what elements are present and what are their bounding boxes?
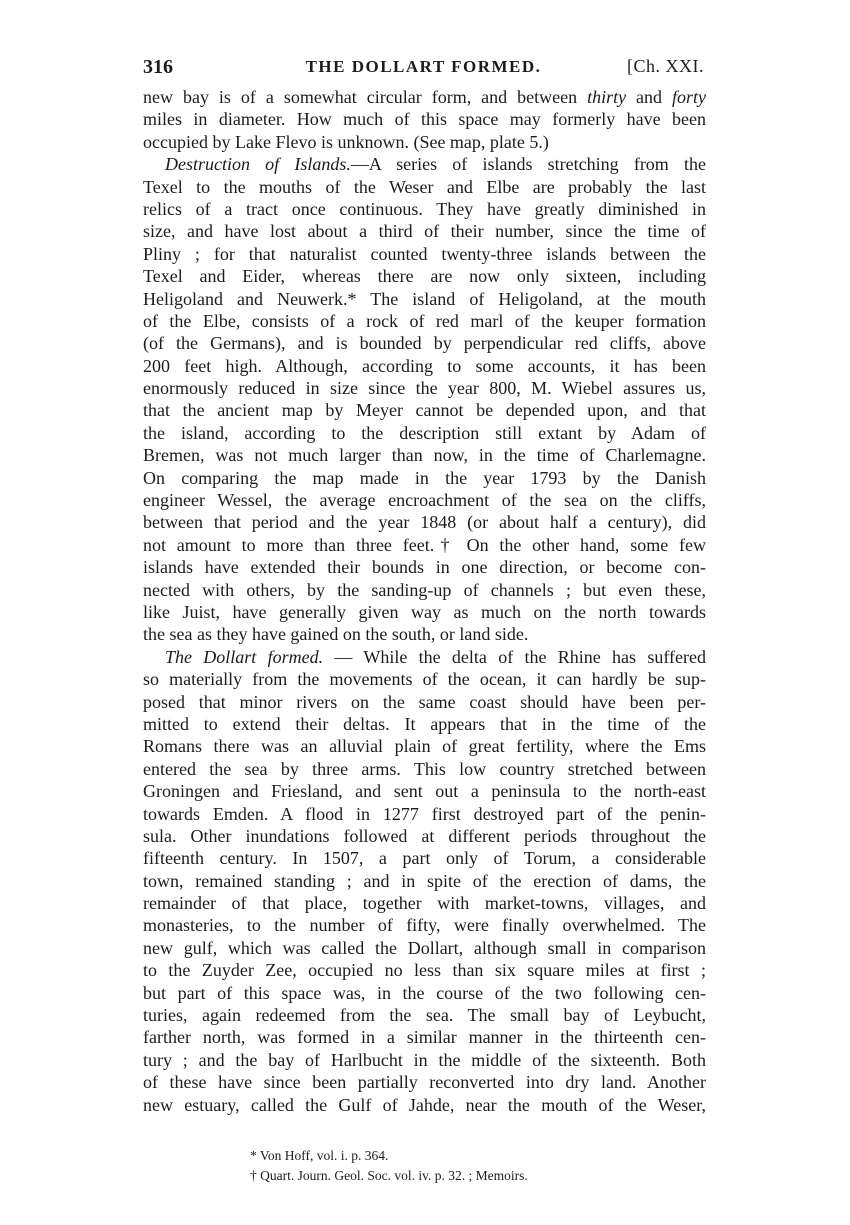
text-segment: Texel to the mouths of the Weser and Elbe are probably the last xyxy=(143,176,706,197)
text-line xyxy=(143,399,706,421)
text-line xyxy=(143,86,706,108)
text-line xyxy=(143,579,706,601)
text-segment: new gulf, which was called the Dollart, although small in comparison xyxy=(143,937,706,958)
text-line xyxy=(143,377,706,399)
text-line xyxy=(143,735,706,757)
text-segment: Heligoland and Neuwerk.* The island of Heligoland, at the mouth xyxy=(143,288,706,309)
text-line xyxy=(143,489,706,511)
text-line xyxy=(143,668,706,690)
text-segment: between that period and the year 1848 (or about half a century), did xyxy=(143,512,706,533)
text-segment: sula. Other inundations followed at different periods throughout the xyxy=(143,825,706,846)
text-segment: On comparing the map made in the year 1793 by the Danish xyxy=(143,467,706,488)
text-segment: miles in diameter. How much of this space may formerly have been xyxy=(143,109,706,130)
text-segment: islands have extended their bounds in one direction, or become con- xyxy=(143,557,706,578)
text-segment: Romans there was an alluvial plain of great fertility, where the Ems xyxy=(143,736,706,757)
text-segment: of these have since been partially reconverted into dry land. Another xyxy=(143,1072,706,1093)
text-line xyxy=(143,1094,706,1116)
text-line xyxy=(143,646,706,668)
text-segment: to the Zuyder Zee, occupied no less than six square miles at first ; xyxy=(143,960,706,981)
text-line xyxy=(143,1071,706,1093)
text-segment: farther north, was formed in a similar manner in the thirteenth cen- xyxy=(143,1027,706,1048)
italic-text: thirty xyxy=(587,87,627,107)
running-header xyxy=(143,56,704,86)
text-line xyxy=(143,220,706,242)
text-line xyxy=(143,780,706,802)
text-segment: like Juist, have generally given way as much on the north towards xyxy=(143,601,706,622)
text-line xyxy=(143,131,706,153)
footnotes xyxy=(250,1146,528,1186)
text-segment: the sea as they have gained on the south, or land side. xyxy=(143,624,529,645)
text-segment: entered the sea by three arms. This low country stretched between xyxy=(143,758,706,779)
text-line xyxy=(143,556,706,578)
text-line xyxy=(143,758,706,780)
text-segment: new bay is of a somewhat circular form, and between xyxy=(143,87,588,107)
text-segment: — While the delta of the Rhine has suffered xyxy=(323,646,706,667)
text-line xyxy=(143,198,706,220)
text-line xyxy=(143,1026,706,1048)
text-line xyxy=(143,914,706,936)
page-number: 316 xyxy=(143,56,173,78)
text-segment: Bremen, was not much larger than now, in the time of Charlemagne. xyxy=(143,445,706,466)
running-title: THE DOLLART FORMED. xyxy=(305,57,542,76)
text-line xyxy=(143,288,706,310)
text-segment: town, remained standing ; and in spite of the erection of dams, the xyxy=(143,870,706,891)
text-segment: turies, again redeemed from the sea. The small bay of Leybucht, xyxy=(143,1005,706,1026)
text-segment: nected with others, by the sanding-up of channels ; but even these, xyxy=(143,579,706,600)
text-line xyxy=(143,847,706,869)
italic-text: forty xyxy=(672,87,706,107)
text-line xyxy=(143,310,706,332)
text-line xyxy=(143,825,706,847)
text-line xyxy=(143,332,706,354)
text-segment: new estuary, called the Gulf of Jahde, near the mouth of the Weser, xyxy=(143,1094,706,1115)
text-segment: occupied by Lake Flevo is unknown. (See map, plate 5.) xyxy=(143,131,549,152)
text-segment: mitted to extend their deltas. It appears that in the time of the xyxy=(143,713,706,734)
text-line xyxy=(143,1049,706,1071)
footnote: † Quart. Journ. Geol. Soc. vol. iv. p. 32. ; Memoirs. xyxy=(250,1168,528,1183)
text-line xyxy=(143,892,706,914)
text-line xyxy=(143,153,706,175)
text-line xyxy=(143,511,706,533)
text-segment: 200 feet high. Although, according to some accounts, it has been xyxy=(143,355,706,376)
text-segment: fifteenth century. In 1507, a part only of Torum, a considerable xyxy=(143,848,706,869)
text-line xyxy=(143,422,706,444)
text-line xyxy=(143,1004,706,1026)
text-segment: enormously reduced in size since the year 800, M. Wiebel assures us, xyxy=(143,378,706,399)
text-segment: that the ancient map by Meyer cannot be depended upon, and that xyxy=(143,400,706,421)
text-line xyxy=(143,176,706,198)
body-text xyxy=(143,86,706,1116)
text-segment: size, and have lost about a third of their number, since the time of xyxy=(143,221,706,242)
text-segment: (of the Germans), and is bounded by perpendicular red cliffs, above xyxy=(143,333,706,354)
text-segment: of the Elbe, consists of a rock of red marl of the keuper formation xyxy=(143,310,706,331)
text-segment: remainder of that place, together with market-towns, villages, and xyxy=(143,893,706,914)
footnote: * Von Hoff, vol. i. p. 364. xyxy=(250,1148,389,1163)
text-segment: Groningen and Friesland, and sent out a peninsula to the north-east xyxy=(143,781,706,802)
text-segment: engineer Wessel, the average encroachment of the sea on the cliffs, xyxy=(143,490,706,511)
text-segment: tury ; and the bay of Harlbucht in the middle of the sixteenth. Both xyxy=(143,1049,706,1070)
text-segment: Pliny ; for that naturalist counted twenty-three islands between the xyxy=(143,243,706,264)
text-segment: so materially from the movements of the ocean, it can hardly be sup- xyxy=(143,669,706,690)
text-segment: relics of a tract once continuous. They have greatly diminished in xyxy=(143,198,706,219)
text-line xyxy=(143,108,706,130)
text-line xyxy=(143,959,706,981)
text-line xyxy=(143,713,706,735)
text-segment: the island, according to the description still extant by Adam of xyxy=(143,422,706,443)
text-line xyxy=(143,243,706,265)
text-segment: but part of this space was, in the course of the two following cen- xyxy=(143,982,706,1003)
text-line xyxy=(143,937,706,959)
text-line xyxy=(143,870,706,892)
text-line xyxy=(143,467,706,489)
text-segment: monasteries, to the number of fifty, were finally overwhelmed. The xyxy=(143,915,706,936)
text-segment: and xyxy=(626,87,672,107)
text-line xyxy=(143,444,706,466)
text-segment: not amount to more than three feet.† On the other hand, some few xyxy=(143,534,706,555)
text-segment: Texel and Eider, whereas there are now only sixteen, including xyxy=(143,266,706,287)
text-segment: posed that minor rivers on the same coast should have been per- xyxy=(143,691,706,712)
text-line xyxy=(143,982,706,1004)
italic-text: The Dollart formed. xyxy=(165,646,324,667)
text-segment: —A series of islands stretching from the xyxy=(350,154,706,175)
chapter-label: [Ch. XXI. xyxy=(627,56,704,76)
text-line xyxy=(143,623,706,645)
text-line xyxy=(143,265,706,287)
text-segment: towards Emden. A flood in 1277 first destroyed part of the penin- xyxy=(143,803,706,824)
text-line xyxy=(143,355,706,377)
italic-text: Destruction of Islands. xyxy=(165,154,351,175)
text-line xyxy=(143,601,706,623)
text-line xyxy=(143,691,706,713)
text-line xyxy=(143,534,706,556)
text-line xyxy=(143,803,706,825)
